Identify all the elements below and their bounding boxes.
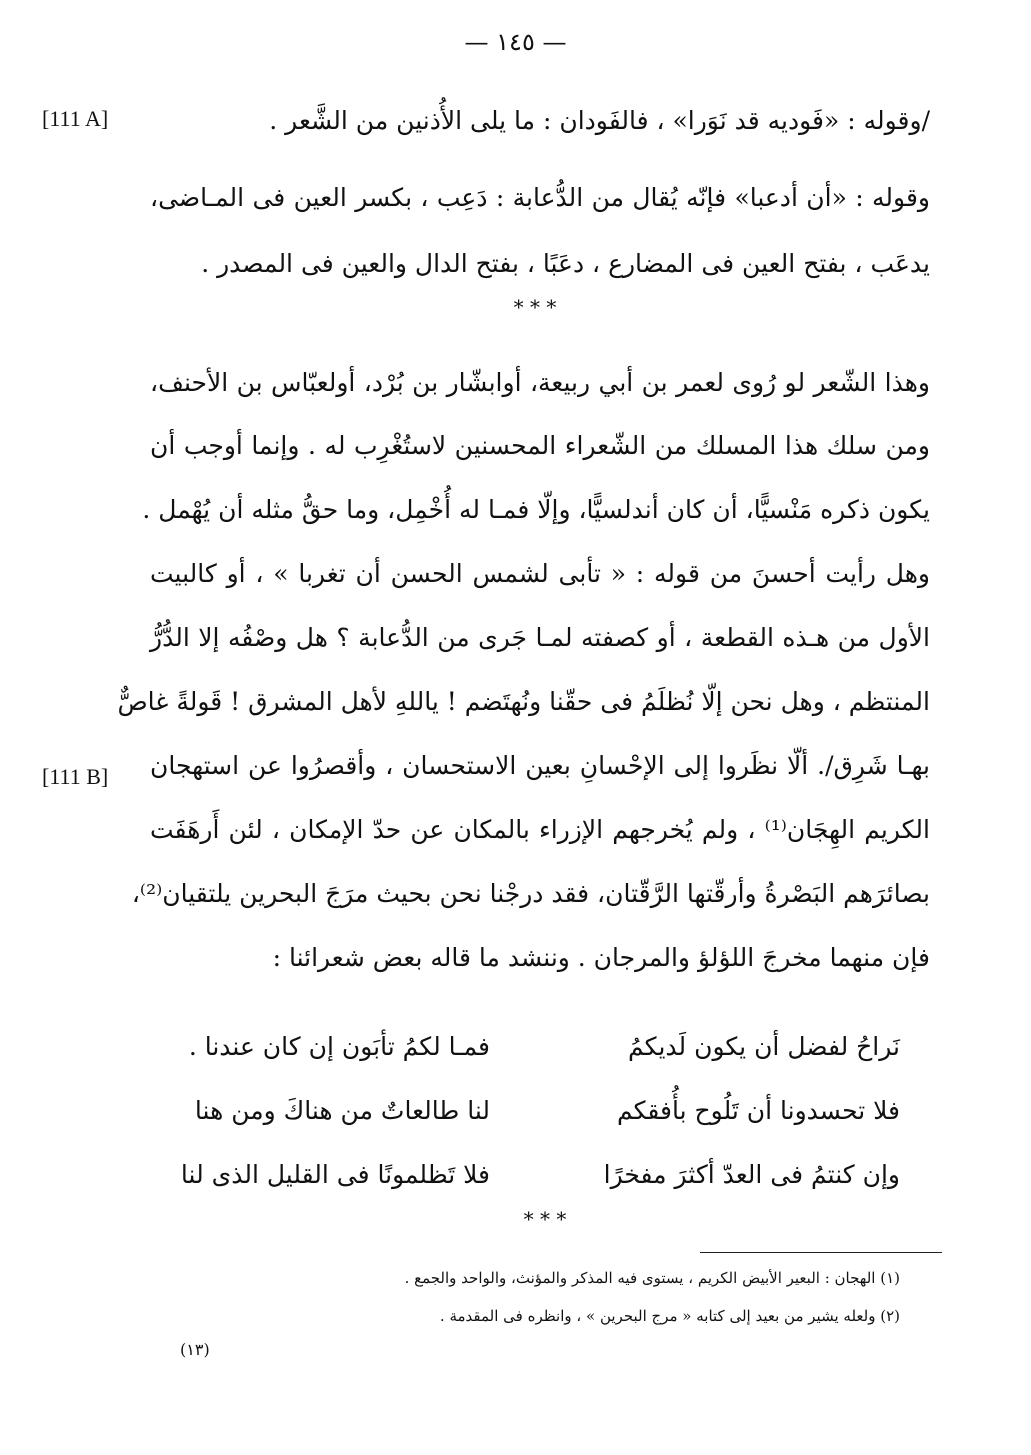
poem-verse3-first-hemistich: وإن كنتمُ فى العدّ أكثرَ مفخرًا bbox=[603, 1160, 900, 1189]
paragraph2-line2: يدعَب ، بفتح العين فى المضارع ، دعَبًا ، بفتح الدال والعين فى المصدر . bbox=[201, 249, 930, 278]
paragraph3-line1: وهذا الشّعر لو رُوى لعمر بن أبي ربيعة، أوابشّار بن بُرْد، أولعبّاس بن الأحنف، bbox=[150, 368, 930, 397]
poem-verse1-first-hemistich: نَراحُ لفضل أن يكون لَديكمُ bbox=[628, 1032, 900, 1061]
paragraph3-line5: الأول من هـذه القطعة ، أو كصفته لمـا جَرى من الدُّعابة ؟ هل وصْفُه إلا الدُّرُّ bbox=[150, 623, 930, 652]
margin-marker-111a: [111 A] bbox=[42, 106, 109, 131]
section-separator-2 bbox=[515, 1207, 575, 1231]
poem-verse1-second-hemistich: فمـا لكمُ تأبَون إن كان عندنا . bbox=[188, 1032, 490, 1061]
poem-verse3-second-hemistich: فلا تَظلمونًا فى القليل الذى لنا bbox=[180, 1160, 490, 1189]
paragraph3-line4: وهل رأيت أحسنَ من قوله : « تأبى لشمس الحسن أن تغربا » ، أو كالبيت bbox=[150, 559, 930, 588]
paragraph3-line10: فإن منهما مخرجَ اللؤلؤ والمرجان . وننشد ما قاله بعض شعرائنا : bbox=[272, 943, 930, 972]
footnote-divider bbox=[700, 1252, 942, 1253]
paragraph3-line6: المنتظم ، وهل نحن إلّا نُظلَمُ فى حقّنا ونُهتَضم ! ياللهِ لأهل المشرق ! قَولةً غاصٌّ bbox=[117, 687, 930, 716]
paragraph1-line1: /وقوله : «فَوديه قد نَوَرا» ، فالفَودان : ما يلى الأُذنين من الشَّعر . bbox=[269, 106, 930, 135]
paragraph2-line1: وقوله : «أن أدعبا» فإنّه يُقال من الدُّعابة : دَعِب ، بكسر العين فى المـاضى، bbox=[150, 183, 930, 212]
poem-verse2-second-hemistich: لنا طالعاتٌ من هناكَ ومن هنا bbox=[194, 1096, 490, 1125]
paragraph3-line3: يكون ذكره مَنْسيًّا، أن كان أندلسيًّا، وإلّا فمـا له أُخْمِل، وما حقُّ مثله أن يُهْمل . bbox=[142, 495, 930, 524]
paragraph3-line8: الكريم الهِجَان⁽¹⁾ ، ولم يُخرجهم الإزراء بالمكان عن حدّ الإمكان ، لئن أَرهَفَت bbox=[150, 815, 930, 844]
paragraph3-line2: ومن سلك هذا المسلك من الشّعراء المحسنين لاستُغْرِب له . وإنما أوجب أن bbox=[150, 431, 930, 460]
paragraph3-line7: بهـا شَرِق/. ألّا نظَروا إلى الإحْسانِ بعين الاستحسان ، وأقصرُوا عن استهجان bbox=[150, 751, 930, 780]
paragraph3-line9: بصائرَهم البَصْرةُ وأرقّتها الرَّقّتان، فقد درجْنا نحن بحيث مرَجَ البحرين يلتقيان⁽²⁾، bbox=[131, 879, 930, 908]
margin-marker-111b: [111 B] bbox=[42, 764, 109, 789]
page-number: — ١٤٥ — bbox=[464, 28, 567, 56]
footnote-1: (١) الهجان : البعير الأبيض الكريم ، يستوى فيه المذكر والمؤنث، والواحد والجمع . bbox=[404, 1269, 900, 1287]
separator-stars: * * * bbox=[513, 295, 557, 319]
sheet-number: (١٣) bbox=[180, 1340, 210, 1359]
poem-verse2-first-hemistich: فلا تحسدونا أن تَلُوح بأُفقكم bbox=[616, 1096, 900, 1125]
separator-stars: * * * bbox=[523, 1207, 567, 1231]
footnote-2: (٢) ولعله يشير من بعيد إلى كتابه « مرج البحرين » ، وانظره فى المقدمة . bbox=[439, 1307, 900, 1325]
section-separator-1 bbox=[505, 295, 565, 319]
